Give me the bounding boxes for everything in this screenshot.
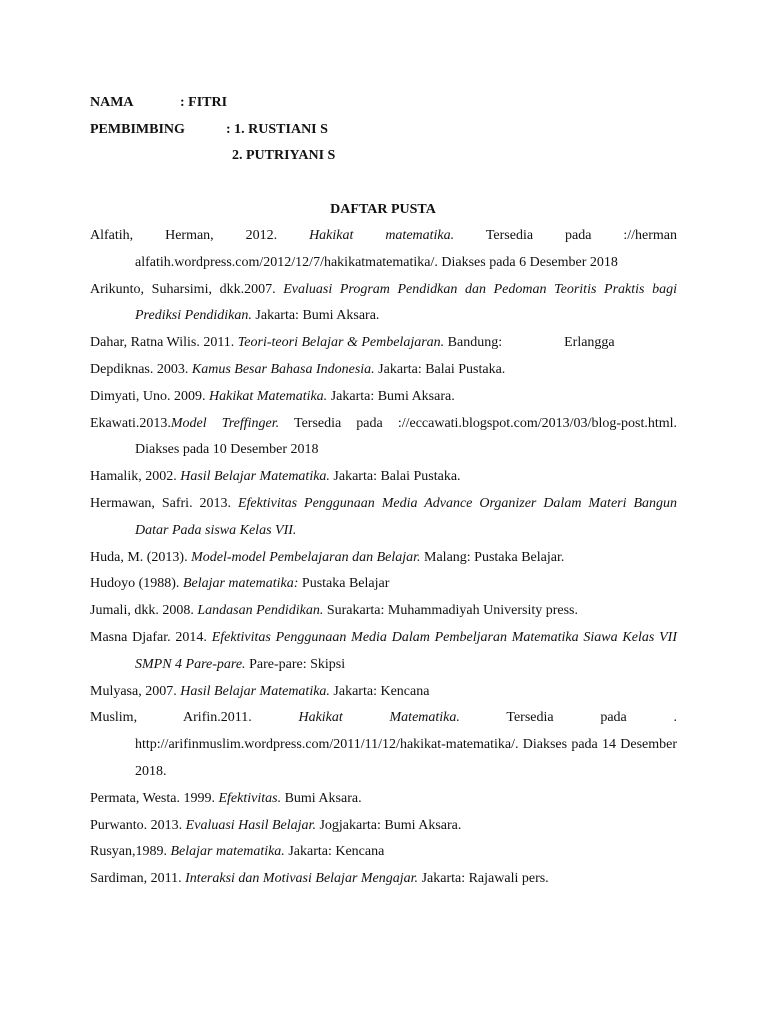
nama-value: : FITRI xyxy=(180,95,228,110)
reference-item: Depdiknas. 2003. Kamus Besar Bahasa Indonesia. Jakarta: Balai Pustaka. xyxy=(90,361,506,377)
reference-item: Arikunto, Suharsimi, dkk.2007. Evaluasi Program Pendidkan dan Pedoman Teoritis Praktis bagi Prediksi Pendidikan. Jakarta: Bumi Aksara. xyxy=(90,281,677,324)
reference-item: Purwanto. 2013. Evaluasi Hasil Belajar. Jogjakarta: Bumi Aksara. xyxy=(90,817,462,833)
reference-item: Masna Djafar. 2014. Efektivitas Penggunaan Media Dalam Pembeljaran Matematika Siawa Kelas VII SMPN 4 Pare-pare. Pare-pare: Skipsi xyxy=(90,629,677,672)
reference-item: Jumali, dkk. 2008. Landasan Pendidikan. Surakarta: Muhammadiyah University press. xyxy=(90,603,579,619)
reference-item: Dimyati, Uno. 2009. Hakikat Matematika. Jakarta: Bumi Aksara. xyxy=(90,388,455,404)
reference-item: Huda, M. (2013). Model-model Pembelajaran dan Belajar. Malang: Pustaka Belajar. xyxy=(90,549,565,565)
reference-item: Ekawati.2013.Model Treffinger. Tersedia pada ://eccawati.blogspot.com/2013/03/blog-post.html. Diakses pada 10 Desember 2018 xyxy=(90,415,678,458)
reference-item: Hudoyo (1988). Belajar matematika: Pustaka Belajar xyxy=(90,576,390,592)
reference-item: Dahar, Ratna Wilis. 2011. Teori-teori Belajar & Pembelajaran. Bandung: Erlangga xyxy=(90,335,615,351)
reference-list xyxy=(90,223,677,893)
pembimbing-2: 2. PUTRIYANI S xyxy=(232,148,336,163)
reference-item: Alfatih, Herman, 2012. Hakikat matematika. Tersedia pada ://herman alfatih.wordpress.com/2012/12/7/hakikatmatematika/. Diakses pada 6 Desember 2018 xyxy=(90,228,677,270)
nama-label: NAMA xyxy=(90,95,134,110)
reference-item: Hermawan, Safri. 2013. Efektivitas Penggunaan Media Advance Organizer Dalam Materi Bangun Datar Pada siswa Kelas VII. xyxy=(90,495,677,538)
reference-item: Muslim, Arifin.2011. Hakikat Matematika. Tersedia pada . http://arifinmuslim.wordpress.com/2011/11/12/hakikat-matematika/. Diakses pada 14 Desember 2018. xyxy=(90,710,678,779)
reference-item: Hamalik, 2002. Hasil Belajar Matematika. Jakarta: Balai Pustaka. xyxy=(90,469,461,485)
page-title: DAFTAR PUSTA xyxy=(330,202,436,217)
pembimbing-label: PEMBIMBING xyxy=(90,122,185,137)
reference-item: Sardiman, 2011. Interaksi dan Motivasi Belajar Mengajar. Jakarta: Rajawali pers. xyxy=(90,871,549,887)
reference-item: Permata, Westa. 1999. Efektivitas. Bumi Aksara. xyxy=(90,790,362,806)
reference-item: Mulyasa, 2007. Hasil Belajar Matematika. Jakarta: Kencana xyxy=(90,683,430,699)
pembimbing-1: : 1. RUSTIANI S xyxy=(226,122,328,137)
reference-item: Rusyan,1989. Belajar matematika. Jakarta: Kencana xyxy=(90,844,385,860)
